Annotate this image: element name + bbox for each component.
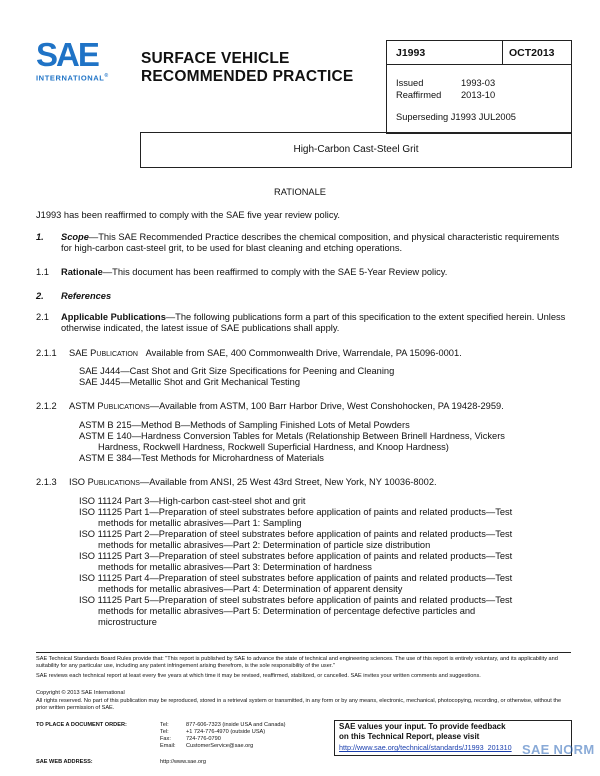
list-item: ISO 11125 Part 2—Preparation of steel substrates before application of paints and related products—Test (79, 529, 513, 539)
footer-rules-text: SAE Technical Standards Board Rules provide that: "This report is published by SAE to advance the state of technical and engineering sciences. The use of this report is entirely voluntary, and its applicability and suitability for any particular use, including any patent infringement arising therefrom, is the sole responsibility of the user." (36, 656, 558, 669)
issued-label: Issued (396, 78, 424, 88)
list-item: methods for metallic abrasives—Part 3: Determination of hardness (98, 562, 372, 572)
footer-copyright: Copyright © 2013 SAE International (36, 690, 125, 696)
list-item: SAE J445—Metallic Shot and Grit Mechanical Testing (79, 377, 300, 387)
list-item: ASTM E 384—Test Methods for Microhardness of Materials (79, 453, 324, 463)
doc-title: High-Carbon Cast-Steel Grit (293, 144, 419, 155)
watermark: SAE NORM (522, 742, 595, 757)
section-1-1-paragraph: Rationale—This document has been reaffirmed to comply with the SAE 5-Year Review policy. (61, 267, 448, 277)
document-type-title: SURFACE VEHICLE RECOMMENDED PRACTICE (141, 50, 354, 85)
footer-divider (36, 652, 571, 653)
astm-reference-list (79, 420, 569, 464)
footer-review-text: SAE reviews each technical report at least every five years at which time it may be revised, reaffirmed, stabilized, or cancelled. SAE invites your written comments and suggestions. (36, 673, 481, 679)
rationale-text: J1993 has been reaffirmed to comply with the SAE five year review policy. (36, 210, 341, 220)
list-item: ASTM E 140—Hardness Conversion Tables for Metals (Relationship Between Brinell Hardness, Vickers (79, 431, 505, 441)
section-2-1-3-paragraph: ISO Publications—Available from ANSI, 25 West 43rd Street, New York, NY 10036-8002. (69, 477, 437, 487)
sae-reference-list (79, 366, 394, 388)
list-item: ISO 11125 Part 3—Preparation of steel substrates before application of paints and related products—Test (79, 551, 513, 561)
issued-value: 1993-03 (461, 78, 496, 88)
list-item: methods for metallic abrasives—Part 5: Determination of percentage defective particles and (98, 606, 476, 616)
section-2-1-2-paragraph: ASTM Publications—Available from ASTM, 100 Barr Harbor Drive, West Conshohocken, PA 19428-2959. (69, 401, 504, 411)
doc-date: OCT2013 (509, 47, 555, 59)
list-item: ISO 11125 Part 5—Preparation of steel substrates before application of paints and related products—Test (79, 595, 513, 605)
list-item: methods for metallic abrasives—Part 2: Determination of particle size distribution (98, 540, 431, 550)
list-item: Hardness, Rockwell Hardness, Rockwell Superficial Hardness, and Knoop Hardness) (98, 442, 449, 452)
section-2-1-number: 2.1 (36, 312, 49, 322)
section-1-number: 1. (36, 232, 44, 242)
section-2-1-3-number: 2.1.3 (36, 477, 57, 487)
list-item: ASTM B 215—Method B—Methods of Sampling Finished Lots of Metal Powders (79, 420, 410, 430)
section-2-1-2-number: 2.1.2 (36, 401, 57, 411)
section-2-title: References (61, 291, 112, 301)
list-item: ISO 11124 Part 3—High-carbon cast-steel shot and grit (79, 496, 306, 506)
superseding-text: Superseding J1993 JUL2005 (396, 112, 516, 122)
reaffirmed-value: 2013-10 (461, 90, 496, 100)
rationale-heading: RATIONALE (273, 187, 326, 197)
section-1-paragraph: Scope—This SAE Recommended Practice describes the chemical composition, and physical characteristic requirements for high-carbon cast-steel grit, to be used for blast cleaning and etching operations. (61, 232, 560, 253)
web-label: SAE WEB ADDRESS: (36, 759, 93, 765)
iso-reference-list (79, 496, 569, 628)
list-item: microstructure (98, 617, 157, 627)
email-link[interactable]: CustomerService@sae.org (186, 743, 254, 749)
section-2-number: 2. (36, 291, 44, 301)
footer-rights-text: All rights reserved. No part of this publication may be reproduced, stored in a retrieval system or transmitted, in any form or by any means, electronic, mechanical, photocopying, recording, or otherwise, without the prior written permission of SAE. (36, 698, 562, 711)
list-item: methods for metallic abrasives—Part 1: Sampling (98, 518, 302, 528)
order-label: TO PLACE A DOCUMENT ORDER: (36, 722, 127, 728)
section-2-1-1-number: 2.1.1 (36, 348, 57, 358)
list-item: ISO 11125 Part 4—Preparation of steel substrates before application of paints and related products—Test (79, 573, 513, 583)
order-contacts: Tel: 877-606-7323 (inside USA and Canada) Tel: +1 724-776-4970 (outside USA) Fax: 724-776-0790 Email: CustomerService@sae.org (160, 722, 286, 749)
reaffirmed-label: Reaffirmed (396, 90, 442, 100)
list-item: methods for metallic abrasives—Part 4: Determination of apparent density (98, 584, 403, 594)
section-1-1-number: 1.1 (36, 267, 49, 277)
list-item: ISO 11125 Part 1—Preparation of steel substrates before application of paints and related products—Test (79, 507, 513, 517)
feedback-text: SAE values your input. To provide feedback on this Technical Report, please visit (339, 722, 506, 741)
feedback-link[interactable]: http://www.sae.org/technical/standards/J1993_201310 (339, 743, 512, 752)
sae-logo-subtitle: INTERNATIONAL® (36, 73, 109, 83)
web-address-link[interactable]: http://www.sae.org (160, 759, 207, 765)
section-2-1-1-paragraph: SAE Publication Available from SAE, 400 Commonwealth Drive, Warrendale, PA 15096-0001. (69, 348, 462, 358)
sae-logo: SAE (36, 36, 98, 73)
section-2-1-paragraph: Applicable Publications—The following publications form a part of this specification to the extent specified herein. Unless otherwise indicated, the latest issue of SAE publications shall apply. (61, 312, 566, 333)
doc-number: J1993 (396, 47, 426, 59)
list-item: SAE J444—Cast Shot and Grit Size Specifications for Peening and Cleaning (79, 366, 395, 376)
